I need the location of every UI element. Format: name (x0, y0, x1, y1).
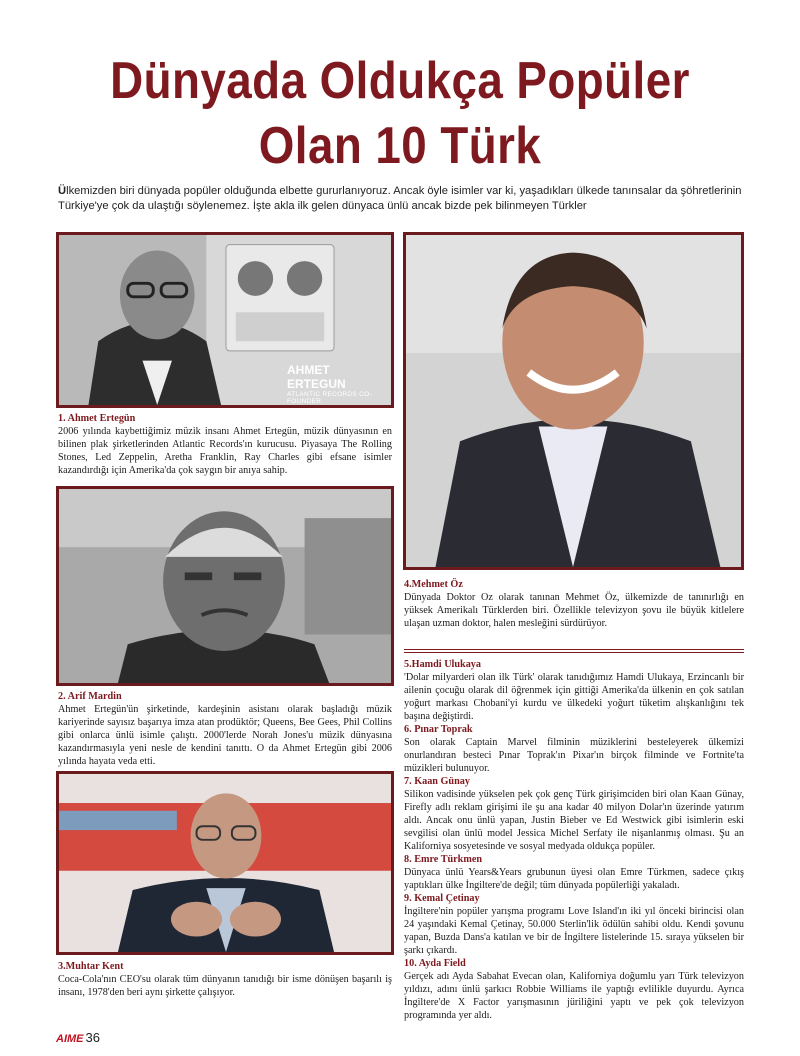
entry-9-title: 9. Kemal Çetinay (404, 893, 480, 904)
page-number: 36 (85, 1030, 100, 1045)
entry-8 (404, 853, 744, 892)
photo-overlay-name: AHMET ERTEGUN (287, 363, 346, 391)
entry-8-title: 8. Emre Türkmen (404, 854, 483, 865)
photo-mehmet-oz-image (406, 235, 741, 567)
entry-2-title: 2. Arif Mardin (58, 691, 122, 702)
entry-10-title: 10. Ayda Field (404, 958, 466, 969)
photo-overlay-role: ATLANTIC RECORDS CO-FOUNDER (287, 391, 372, 405)
entry-2 (58, 690, 392, 768)
photo-arif-mardin-image (59, 489, 391, 683)
entry-10-text: Gerçek adı Ayda Sabahat Evecan olan, Kaliforniya doğumlu yarı Türk televizyon yıldızı, adını ünlü şarkıcı Robbie Williams ile yaptığı evlilikle duyurdu. Ayrıca İngiltere'de X Factor yarışmasının jüriliğini yaptı ve pek çok televizyon programında yer aldı. (404, 971, 744, 1021)
entry-5-title: 5.Hamdi Ulukaya (404, 659, 481, 670)
entry-6 (404, 723, 744, 775)
intro-dropcap: Ü (58, 185, 67, 197)
entry-1 (58, 412, 392, 477)
entry-7-text: Silikon vadisinde yükselen pek çok genç Türk girişimciden biri olan Kaan Günay, Firefly adlı reklam girişimi ile şu ana kadar 40 milyon Dolar'ın üzerinde yatırım aldı. Ancak onu ünlü yapan, Justin Bieber ve Ed Westwick gibi isimlerin eski sevgilisi olan ünlü model Jessica Michel Serfaty ile nişanlanmış olması. Şu an Kaliforniya sosyetesinde ve sosyal medyada oldukça popüler. (404, 789, 744, 852)
entry-5-text: 'Dolar milyarderi olan ilk Türk' olarak tanıdığımız Hamdi Ulukaya, Erzincanlı bir ailenin çocuğu olarak dil öğrenmek için gittiği Amerika'da ülkenin en çok satılan yoğurt markası Chobani'yi kurdu ve ülkedeki yoğurt tüketim alışkanlığını tek başına değiştirdi. (404, 672, 744, 722)
entry-4-text: Dünyada Doktor Oz olarak tanınan Mehmet Öz, ülkemizde de tanınırlığı en yüksek Amerikalı Türklerden biri. Özellikle televizyon şovu ile büyük kitlelere ulaşan uzman doktor, halen mesleğini sürdürüyor. (404, 592, 744, 629)
entry-6-text: Son olarak Captain Marvel filminin müziklerini besteleyerek ülkemizi onurlandıran besteci Pınar Toprak'ın Pixar'ın birçok filminde ve Fortnite'ta müzikleri bulunuyor. (404, 737, 744, 774)
entry-3-title: 3.Muhtar Kent (58, 961, 124, 972)
entry-9 (404, 892, 744, 957)
divider-rule-bottom (404, 652, 744, 653)
photo-muhtar-kent-image (59, 774, 391, 952)
entries-right-column (404, 658, 744, 1022)
entry-6-title: 6. Pınar Toprak (404, 724, 473, 735)
intro-text: lkemizden biri dünyada popüler olduğunda elbette gururlanıyoruz. Ancak öyle isimler var ki, yaşadıkları ülkede tanınsalar da şöhretlerinin Türkiye'ye çok da ulaştığı söylenemez. İşte akla ilk gelen dünyaca ünlü ancak bizde pek bilinmeyen Türkler (58, 185, 742, 212)
entry-4-title: 4.Mehmet Öz (404, 579, 463, 590)
magazine-logo: AIME (56, 1033, 84, 1045)
entry-3 (58, 960, 392, 999)
entry-9-text: İngiltere'nin popüler yarışma programı Love Island'ın iki yıl önceki birincisi olan 24 yaşındaki Kemal Çetinay, 50.000 Sterlin'lik ödülün sahibi oldu. Kendi şovunu yapan, Buzda Dans'a katılan ve bir de İngiltere listelerinde 15. sıraya yükselen bir şarkı çıkardı. (404, 906, 744, 956)
entry-7-title: 7. Kaan Günay (404, 776, 470, 787)
page-title-line-2: Olan 10 Türk (258, 117, 542, 175)
entry-1-title: 1. Ahmet Ertegün (58, 413, 136, 424)
entry-7 (404, 775, 744, 853)
photo-mehmet-oz (403, 232, 744, 570)
page-title-line-1: Dünyada Oldukça Popüler (110, 52, 690, 110)
photo-arif-mardin (56, 486, 394, 686)
entry-3-text: Coca-Cola'nın CEO'su olarak tüm dünyanın tanıdığı bir isme dönüşen başarılı iş insanı, 1978'den beri aynı şirkette çalışıyor. (58, 974, 392, 998)
entry-4 (404, 578, 744, 630)
entry-10 (404, 957, 744, 1022)
divider-rule-top (404, 649, 744, 650)
page-footer (56, 1030, 100, 1045)
photo-muhtar-kent (56, 771, 394, 955)
intro-paragraph (58, 184, 748, 214)
entry-2-text: Ahmet Ertegün'ün şirketinde, kardeşinin asistanı olarak başladığı müzik kariyerinde sayısız başarıya imza atan prodüktör; Queens, Bee Gees, Phil Collins gibi onlarca ünlü isimle çalıştı. 2000'lerde Norah Jones'u müzik dünyasına kazandırmasıyla yeni nesle de kendini tanıttı. O da Ahmet Ertegün gibi 2006 yılında hayata veda etti. (58, 704, 392, 767)
photo-ahmet-ertegun (56, 232, 394, 408)
entry-1-text: 2006 yılında kaybettiğimiz müzik insanı Ahmet Ertegün, müzik dünyasının en bilinen plak şirketlerinden Atlantic Records'ın kurucusu. Piyasaya The Rolling Stones, Led Zeppelin, Aretha Franklin, Ray Charles gibi efsane isimler kazandırdığı için Amerika'da çok saygın bir anıya sahip. (58, 426, 392, 476)
entry-8-text: Dünyaca ünlü Years&Years grubunun üyesi olan Emre Türkmen, sadece çıkış yaptıkları ülke İngiltere'de değil; tüm dünyada popülerliği yakaladı. (404, 867, 744, 891)
entry-5 (404, 658, 744, 723)
